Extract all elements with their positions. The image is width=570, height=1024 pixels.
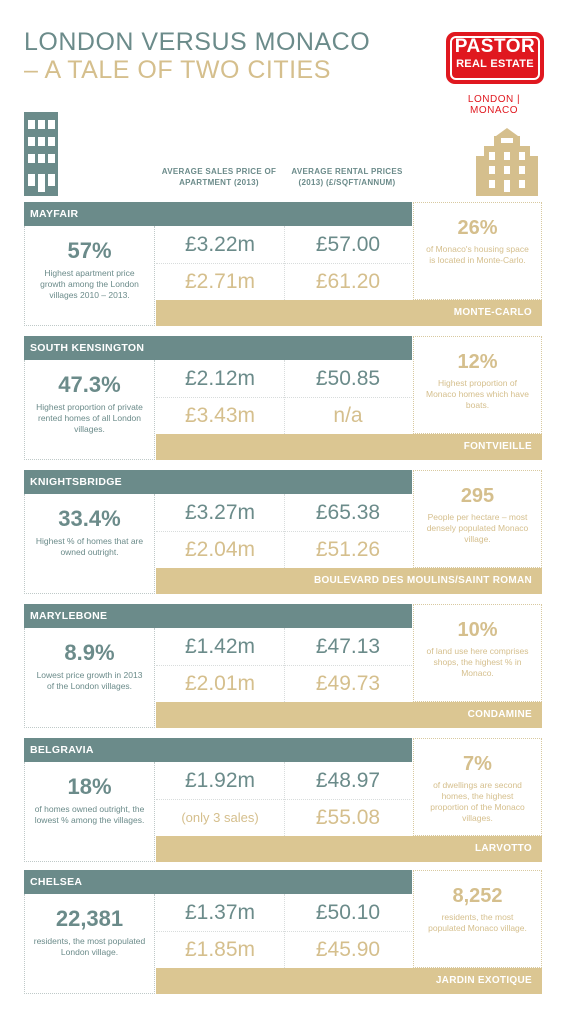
- london-sales-price: £1.37m: [184, 901, 256, 924]
- village-section: [24, 470, 542, 594]
- monaco-village-name: JARDIN EXOTIQUE: [156, 968, 542, 994]
- column-header-sales: AVERAGE SALES PRICE OF APARTMENT (2013): [161, 167, 277, 187]
- price-grid: [156, 628, 412, 702]
- monaco-stat-box: [413, 202, 542, 300]
- monaco-stat-description: of Monaco's housing space is located in Monte-Carlo.: [426, 244, 529, 265]
- monaco-rental-price: £51.26: [315, 538, 381, 561]
- page-title-line-1: LONDON VERSUS MONACO: [24, 28, 371, 56]
- price-grid: [156, 226, 412, 300]
- townhouse-icon: [24, 112, 58, 196]
- price-grid: [156, 762, 412, 836]
- logo-name: PASTOR: [454, 36, 536, 57]
- price-grid: [156, 894, 412, 968]
- london-rental-price: £57.00: [315, 233, 381, 256]
- pastor-logo[interactable]: [446, 32, 544, 84]
- monaco-rental-price: n/a: [333, 404, 363, 427]
- london-village-name: BELGRAVIA: [24, 738, 412, 762]
- london-stat-box: [24, 628, 155, 728]
- monaco-stat-description: of dwellings are second homes, the highest proportion of the Monaco villages.: [430, 780, 525, 823]
- village-section: [24, 870, 542, 994]
- london-stat-box: [24, 360, 155, 460]
- monaco-sales-price: (only 3 sales): [181, 810, 259, 825]
- monaco-village-name: FONTVIEILLE: [156, 434, 542, 460]
- monaco-stat-description: of land use here comprises shops, the highest % in Monaco.: [426, 646, 529, 678]
- monaco-stat-value: 12%: [457, 351, 498, 373]
- monaco-sales-price: £3.43m: [184, 404, 256, 427]
- monaco-village-name: BOULEVARD DES MOULINS/SAINT ROMAN: [156, 568, 542, 594]
- monaco-stat-value: 8,252: [452, 885, 503, 907]
- villa-icon: [474, 126, 540, 196]
- london-sales-price: £3.27m: [184, 501, 256, 524]
- monaco-stat-box: [413, 336, 542, 434]
- monaco-sales-price: £2.04m: [184, 538, 256, 561]
- london-village-name: CHELSEA: [24, 870, 412, 894]
- logo-subtitle: REAL ESTATE: [456, 58, 534, 70]
- village-section: [24, 202, 542, 326]
- price-grid: [156, 494, 412, 568]
- monaco-stat-description: People per hectare – most densely populated Monaco village.: [426, 512, 529, 544]
- london-stat-value: 8.9%: [64, 640, 115, 665]
- monaco-village-name: LARVOTTO: [156, 836, 542, 862]
- monaco-stat-value: 10%: [457, 619, 498, 641]
- london-stat-description: Highest apartment price growth among the London villages 2010 – 2013.: [40, 268, 139, 300]
- london-stat-box: [24, 226, 155, 326]
- london-sales-price: £1.42m: [184, 635, 256, 658]
- london-stat-value: 18%: [67, 774, 112, 799]
- london-rental-price: £48.97: [315, 769, 381, 792]
- london-stat-description: Highest % of homes that are owned outright.: [35, 536, 144, 557]
- london-village-name: KNIGHTSBRIDGE: [24, 470, 412, 494]
- london-sales-price: £1.92m: [184, 769, 256, 792]
- london-stat-description: Lowest price growth in 2013 of the London villages.: [36, 670, 143, 691]
- london-stat-box: [24, 894, 155, 994]
- monaco-stat-box: [413, 604, 542, 702]
- london-stat-box: [24, 762, 155, 862]
- monaco-stat-box: [413, 470, 542, 568]
- london-village-name: SOUTH KENSINGTON: [24, 336, 412, 360]
- monaco-sales-price: £1.85m: [184, 938, 256, 961]
- logo-cities: LONDON | MONACO: [467, 94, 521, 116]
- london-sales-price: £2.12m: [184, 367, 256, 390]
- london-stat-value: 22,381: [55, 906, 124, 931]
- monaco-village-name: MONTE-CARLO: [156, 300, 542, 326]
- monaco-stat-description: Highest proportion of Monaco homes which have boats.: [425, 378, 529, 410]
- london-stat-description: residents, the most populated London village.: [33, 936, 146, 957]
- london-stat-description: Highest proportion of private rented homes of all London villages.: [36, 402, 143, 434]
- london-stat-value: 57%: [67, 238, 112, 263]
- london-stat-description: of homes owned outright, the lowest % among the villages.: [34, 804, 145, 825]
- monaco-rental-price: £55.08: [315, 806, 381, 829]
- column-header-rental: AVERAGE RENTAL PRICES (2013) (£/SQFT/ANNUM): [291, 167, 403, 187]
- monaco-village-name: CONDAMINE: [156, 702, 542, 728]
- london-rental-price: £65.38: [315, 501, 381, 524]
- village-section: [24, 738, 542, 862]
- monaco-stat-description: residents, the most populated Monaco village.: [428, 912, 527, 933]
- london-stat-value: 47.3%: [58, 372, 121, 397]
- monaco-sales-price: £2.01m: [184, 672, 256, 695]
- london-rental-price: £50.10: [315, 901, 381, 924]
- london-village-name: MAYFAIR: [24, 202, 412, 226]
- london-village-name: MARYLEBONE: [24, 604, 412, 628]
- price-grid: [156, 360, 412, 434]
- monaco-stat-value: 26%: [457, 217, 498, 239]
- village-section: [24, 604, 542, 728]
- monaco-stat-value: 295: [460, 485, 495, 507]
- london-stat-box: [24, 494, 155, 594]
- monaco-stat-box: [413, 738, 542, 836]
- monaco-rental-price: £49.73: [315, 672, 381, 695]
- monaco-stat-value: 7%: [463, 753, 492, 775]
- monaco-rental-price: £45.90: [315, 938, 381, 961]
- monaco-rental-price: £61.20: [315, 270, 381, 293]
- london-rental-price: £47.13: [315, 635, 381, 658]
- monaco-sales-price: £2.71m: [184, 270, 256, 293]
- page-title-line-2: – A TALE OF TWO CITIES: [24, 56, 331, 84]
- london-rental-price: £50.85: [315, 367, 381, 390]
- london-stat-value: 33.4%: [58, 506, 121, 531]
- village-section: [24, 336, 542, 460]
- london-sales-price: £3.22m: [184, 233, 256, 256]
- monaco-stat-box: [413, 870, 542, 968]
